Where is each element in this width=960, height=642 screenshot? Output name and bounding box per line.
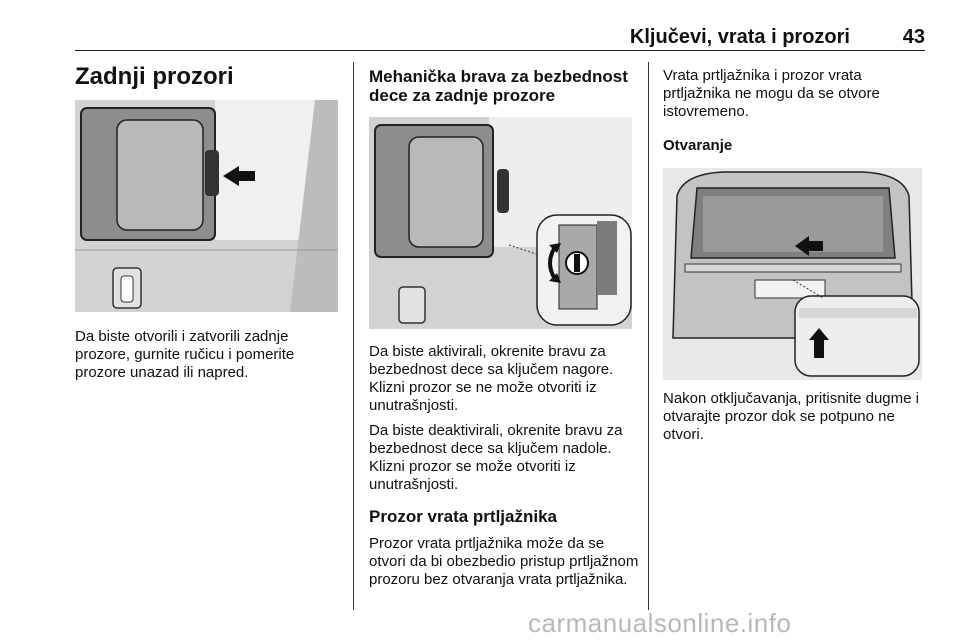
column-1 (75, 64, 340, 90)
rear-windows-instructions: Da biste otvorili i zatvorili zadnje prozore, gurnite ručicu i pomerite prozore unazad ili napred. (75, 328, 295, 381)
section-heading-opening: Otvaranje (663, 137, 733, 154)
tailgate-intro-text: Vrata prtljažnika i prozor vrata prtljažnika ne mogu da se otvore istovremeno. (663, 67, 880, 120)
column-3 (663, 67, 925, 155)
chapter-title: Ključevi, vrata i prozori (629, 26, 850, 48)
column-divider-1 (353, 62, 354, 610)
illustration-child-lock (369, 117, 632, 329)
page-number: 43 (902, 26, 925, 48)
column-divider-2 (648, 62, 649, 610)
column-2-text (369, 343, 639, 589)
watermark: carmanualsonline.info (528, 608, 792, 638)
tailgate-window-text: Prozor vrata prtljažnika može da se otvori da bi obezbedio pristup prtljažnom prozoru bez otvaranja vrata prtljažnika. (369, 535, 639, 588)
child-lock-activate-text: Da biste aktivirali, okrenite bravu za bezbednost dece sa ključem nagore. Klizni prozor se ne može otvoriti iz unutrašnjosti. (369, 343, 614, 414)
column-2 (369, 67, 639, 105)
column-3-text (663, 390, 928, 444)
illustration-tailgate-window (663, 168, 922, 380)
section-heading-rear-windows: Zadnji prozori (75, 63, 234, 90)
section-heading-child-lock: Mehanička brava za bezbednost dece za zadnje prozore (369, 67, 628, 105)
opening-instructions: Nakon otključavanja, pritisnite dugme i otvarajte prozor dok se potpuno ne otvori. (663, 390, 919, 443)
page-header (75, 22, 925, 48)
header-rule (75, 50, 925, 51)
section-heading-tailgate-window: Prozor vrata prtljažnika (369, 507, 558, 526)
child-lock-deactivate-text: Da biste deaktivirali, okrenite bravu za bezbednost dece sa ključem nadole. Klizni prozor se može otvoriti iz unutrašnjosti. (369, 422, 623, 493)
column-1-text (75, 328, 340, 382)
illustration-sliding-window (75, 100, 338, 312)
